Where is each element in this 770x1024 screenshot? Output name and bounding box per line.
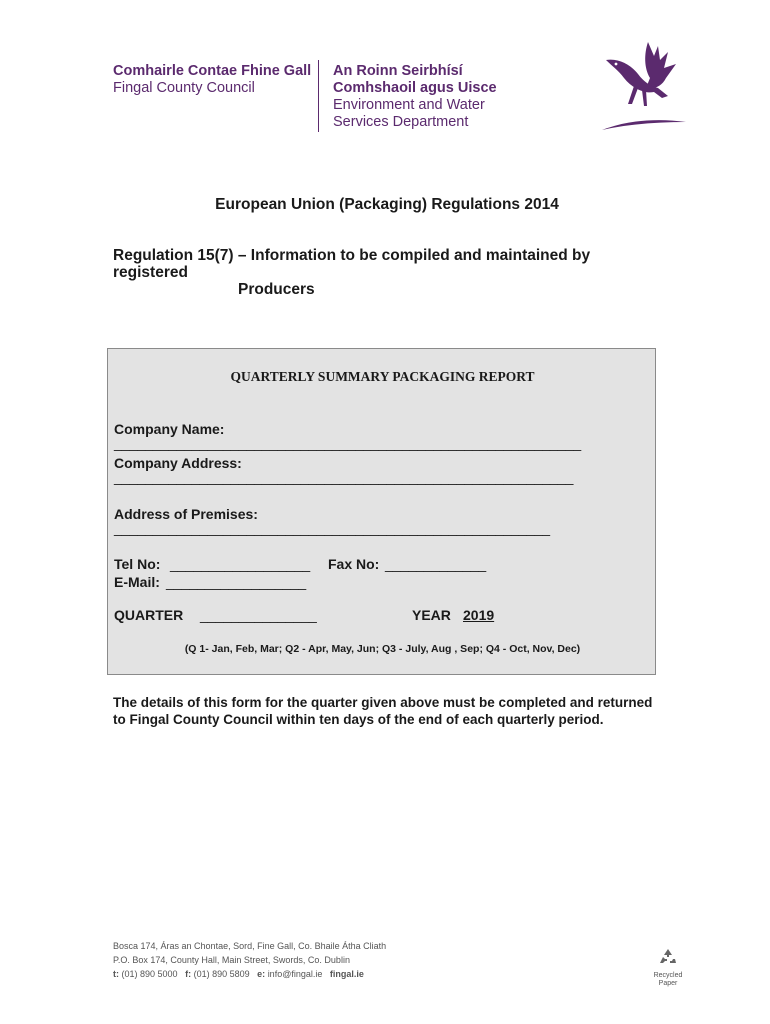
document-title: European Union (Packaging) Regulations 2014 xyxy=(215,196,559,213)
email-label: E-Mail: xyxy=(114,574,160,590)
email-field[interactable]: __________________ xyxy=(166,574,307,590)
dept-name-english-2: Services Department xyxy=(333,114,469,130)
regulation-heading-line-3: Producers xyxy=(238,281,315,298)
footer-contact xyxy=(113,969,364,979)
footer-tel-prefix: t: xyxy=(113,969,119,979)
form-heading: QUARTERLY SUMMARY PACKAGING REPORT xyxy=(230,369,535,384)
company-name-field[interactable]: ____________________________________________________________ xyxy=(114,435,582,451)
dept-name-irish-2: Comhshaoil agus Uisce xyxy=(333,80,497,96)
bird-logo-icon xyxy=(598,38,690,136)
year-label: YEAR xyxy=(412,607,451,623)
regulation-heading-line-1: Regulation 15(7) – Information to be compiled and maintained by xyxy=(113,247,591,264)
footer-email[interactable]: info@fingal.ie xyxy=(267,969,323,979)
report-form xyxy=(107,348,656,675)
recycled-label-2: Paper xyxy=(658,980,678,987)
company-address-label: Company Address: xyxy=(114,455,242,471)
header-divider xyxy=(318,60,319,132)
premises-address-label: Address of Premises: xyxy=(114,506,258,522)
quarter-note: (Q 1- Jan, Feb, Mar; Q2 - Apr, May, Jun; Q3 - July, Aug , Sep; Q4 - Oct, Nov, Dec) xyxy=(184,643,581,655)
tel-label: Tel No: xyxy=(114,556,161,572)
dept-name-irish-1: An Roinn Seirbhísí xyxy=(333,63,463,79)
company-address-field[interactable]: ___________________________________________________________ xyxy=(114,469,574,485)
footer-fax-prefix: f: xyxy=(185,969,192,979)
quarter-label: QUARTER xyxy=(114,607,184,623)
fax-label: Fax No: xyxy=(328,556,380,572)
footer-tel: (01) 890 5000 xyxy=(121,969,178,979)
quarter-field[interactable]: _______________ xyxy=(200,607,317,623)
fax-field[interactable]: _____________ xyxy=(385,556,487,572)
footer-website[interactable]: fingal.ie xyxy=(329,969,364,979)
org-name-english: Fingal County Council xyxy=(113,80,255,96)
footer-email-prefix: e: xyxy=(257,969,266,979)
recycled-label-1: Recycled xyxy=(653,972,683,979)
recycle-icon xyxy=(657,947,679,967)
footer-fax: (01) 890 5809 xyxy=(193,969,250,979)
premises-address-field[interactable]: ________________________________________________________ xyxy=(114,520,551,536)
year-value: 2019 xyxy=(463,607,495,623)
tel-field[interactable]: __________________ xyxy=(170,556,311,572)
regulation-heading-line-2: registered xyxy=(113,264,188,281)
footer-address-english: P.O. Box 174, County Hall, Main Street, Swords, Co. Dublin xyxy=(113,955,350,965)
org-name-irish: Comhairle Contae Fhine Gall xyxy=(113,63,312,79)
recycled-paper-badge xyxy=(650,947,686,987)
company-name-label: Company Name: xyxy=(114,421,225,437)
dept-name-english-1: Environment and Water xyxy=(333,97,485,113)
instruction-text: The details of this form for the quarter given above must be completed and returned to Fingal County Council within ten days of the end of each quarterly period. xyxy=(113,695,653,727)
footer-address-irish: Bosca 174, Áras an Chontae, Sord, Fine Gall, Co. Bhaile Átha Cliath xyxy=(113,941,387,951)
